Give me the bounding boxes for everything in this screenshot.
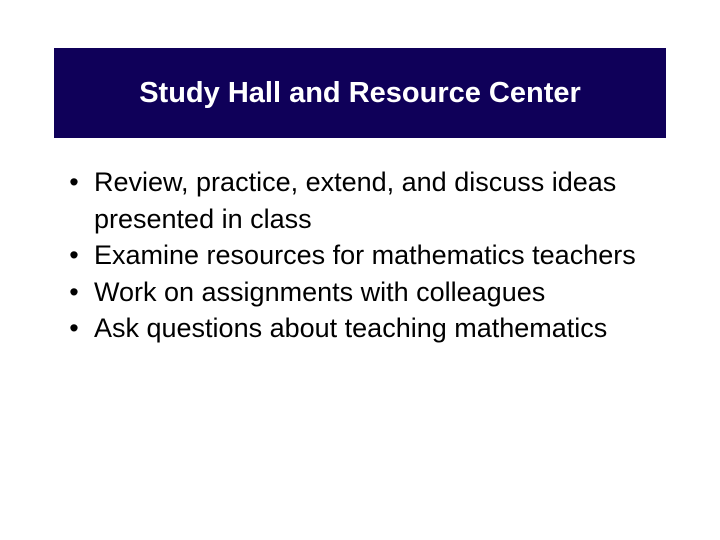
bullet-text: Ask questions about teaching mathematics	[94, 313, 608, 343]
bullet-text: Work on assignments with colleagues	[94, 276, 546, 307]
bullet-item-examine	[64, 237, 684, 274]
bullet-icon: •	[69, 313, 79, 343]
bullet-text: Review, practice, extend, and discuss ideas presented in class	[94, 167, 617, 234]
bullet-icon: •	[69, 240, 79, 270]
bullet-icon: •	[69, 276, 79, 307]
title-bar	[54, 48, 666, 138]
bullet-item-work	[64, 274, 684, 311]
bullet-list	[64, 164, 684, 347]
slide-title: Study Hall and Resource Center	[139, 76, 581, 109]
bullet-text: Examine resources for mathematics teachers	[94, 240, 636, 270]
bullet-icon: •	[69, 167, 79, 197]
bullet-item-review	[64, 164, 684, 237]
bullet-item-ask	[64, 310, 684, 347]
